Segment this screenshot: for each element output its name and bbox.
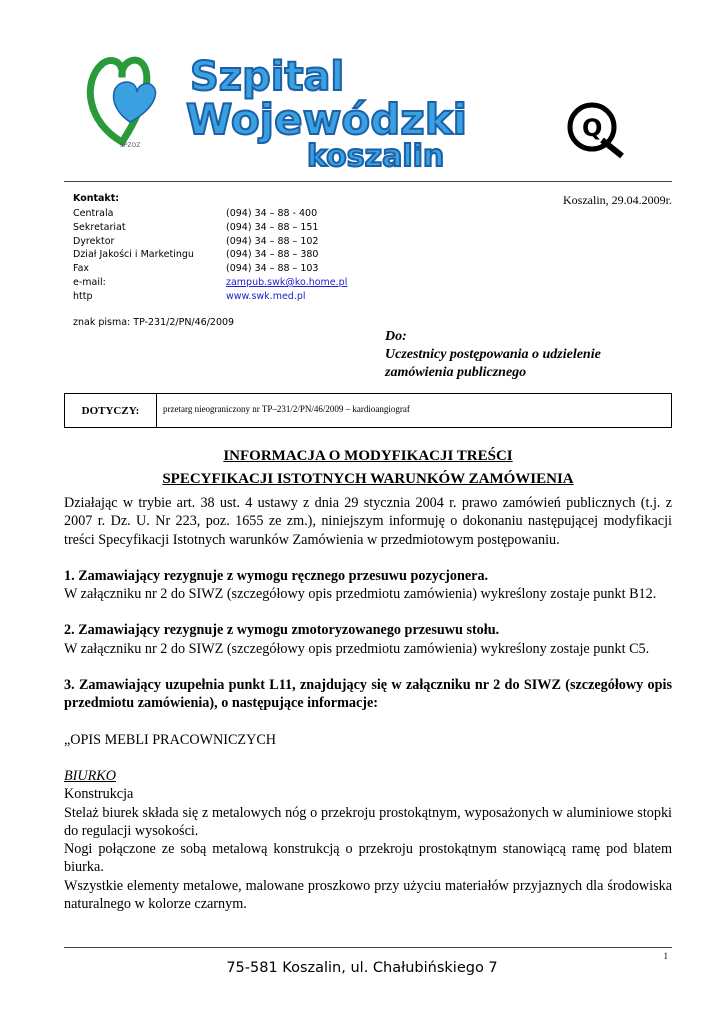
hospital-logo — [82, 52, 642, 170]
reference-number: znak pisma: TP-231/2/PN/46/2009 — [73, 317, 235, 328]
item-text: W załączniku nr 2 do SIWZ (szczegółowy opis przedmiotu zamówienia) wykreślony zostaje punkt C5. — [64, 640, 650, 657]
svg-text:Q: Q — [582, 114, 603, 142]
contact-value: (094) 34 – 88 – 380 — [226, 249, 319, 261]
body-paragraph: Stelaż biurek składa się z metalowych nóg o przekroju prostokątnym, wyposażonych w aluminiowe stopki do regulacji wysokości. — [64, 804, 672, 839]
subject-text: przetarg nieograniczony nr TP–231/2/PN/46/2009 – kardioangiograf — [163, 404, 410, 414]
contact-value: (094) 34 – 88 – 151 — [226, 221, 319, 233]
quote-start: „OPIS MEBLI PRACOWNICZYCH — [64, 731, 277, 748]
recipient-line: zamówienia publicznego — [385, 365, 527, 380]
letter-date: Koszalin, 29.04.2009r. — [563, 193, 672, 207]
document-title — [64, 445, 672, 491]
intro-paragraph: Działając w trybie art. 38 ust. 4 ustawy z dnia 29 stycznia 2004 r. prawo zamówień publicznych (t.j. z 2007 r. Dz. U. Nr 223, poz. 1655 ze zm.), niniejszym informuję o dokonaniu następującej modyfikacji treści Specyfikacji Istotnych warunków Zamówienia w przedmiotowym postępowaniu. — [64, 495, 672, 548]
item-heading: 3. Zamawiający uzupełnia punkt L11, znajdujący się w załączniku nr 2 do SIWZ (szczegółowy opis przedmiotu zamówienia), o następujące informacje: — [64, 677, 672, 712]
logo-line-1: Szpital — [190, 54, 345, 100]
contact-list — [73, 207, 347, 304]
subject-label: DOTYCZY: — [65, 394, 157, 427]
contact-row — [73, 235, 347, 249]
contact-label: Fax — [73, 263, 90, 275]
item-heading: 2. Zamawiający rezygnuje z wymogu zmotoryzowanego przesuwu stołu. — [64, 622, 500, 639]
contact-label: Centrala — [73, 208, 114, 219]
contact-value: (094) 34 – 88 – 103 — [226, 263, 319, 275]
logo-line-3: koszalin — [307, 139, 445, 170]
construction-label: Konstrukcja — [64, 786, 134, 803]
emblem-text: SPZOZ — [120, 142, 141, 149]
footer-address: 75-581 Koszalin, ul. Chałubińskiego 7 — [226, 960, 498, 976]
body-paragraph: Wszystkie elementy metalowe, malowane proszkowo przy użyciu materiałów przyjaznych dla środowiska naturalnego w kolorze czarnym. — [64, 877, 672, 913]
section-title: BIURKO — [64, 767, 117, 784]
contact-row — [73, 290, 347, 304]
contact-label: e-mail: — [73, 276, 106, 288]
subject-box — [64, 393, 672, 428]
contact-heading: Kontakt: — [73, 193, 120, 204]
title-line: INFORMACJA O MODYFIKACJI TREŚCI — [223, 448, 513, 464]
body-paragraph: Nogi połączone ze sobą metalową konstrukcją o przekroju prostokątnym stanowiącą ramę pod blatem biurka. — [64, 841, 672, 876]
title-line: SPECYFIKACJI ISTOTNYCH WARUNKÓW ZAMÓWIENIA — [162, 471, 574, 487]
contact-value: (094) 34 – 88 – 102 — [226, 235, 319, 247]
contact-row — [73, 262, 347, 276]
quality-mark-icon — [570, 105, 622, 156]
page-number: 1 — [663, 951, 668, 961]
logo-line-2: Wojewódzki — [186, 95, 468, 144]
item-heading: 1. Zamawiający rezygnuje z wymogu ręcznego przesuwu pozycjonera. — [64, 567, 489, 584]
email-link[interactable]: zampub.swk@ko.home.pl — [226, 276, 348, 288]
document-body — [64, 494, 672, 913]
contact-label: Sekretariat — [73, 221, 126, 233]
website-link[interactable]: www.swk.med.pl — [226, 290, 306, 302]
header-divider — [64, 181, 672, 182]
item-text: W załączniku nr 2 do SIWZ (szczegółowy opis przedmiotu zamówienia) wykreślony zostaje punkt B12. — [64, 586, 657, 603]
contact-row — [73, 221, 347, 235]
contact-label: http — [73, 290, 93, 302]
recipient-line: Do: — [385, 329, 407, 344]
contact-label: Dyrektor — [73, 235, 115, 247]
recipient-block — [385, 328, 601, 382]
contact-row — [73, 207, 347, 221]
heart-emblem-icon — [114, 82, 156, 122]
contact-value: (094) 34 – 88 - 400 — [226, 208, 318, 219]
footer-divider — [64, 947, 672, 948]
contact-label: Dział Jakości i Marketingu — [73, 249, 194, 261]
contact-row — [73, 248, 347, 262]
contact-row — [73, 276, 347, 290]
recipient-line: Uczestnicy postępowania o udzielenie — [385, 347, 601, 362]
